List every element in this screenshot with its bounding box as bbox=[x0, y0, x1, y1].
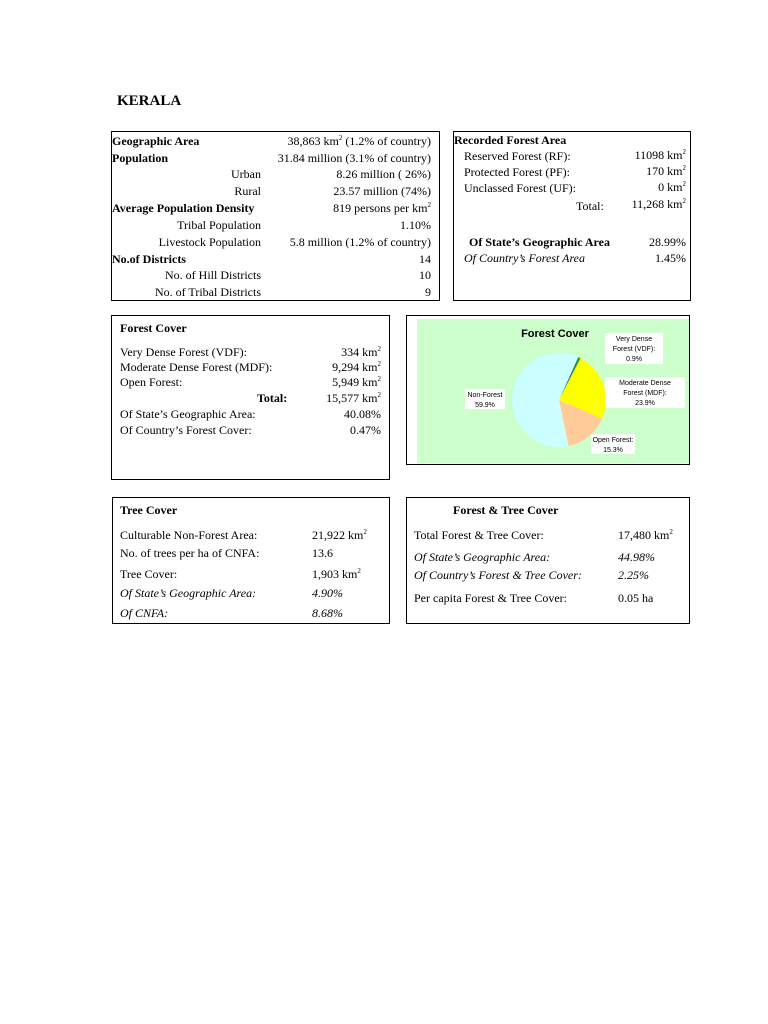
pie-label-text: Non-Forest bbox=[467, 392, 503, 399]
recorded-row-value: 0 $km^2$ bbox=[658, 180, 686, 194]
recorded-state-label: Of State’s Geographic Area bbox=[469, 235, 610, 249]
geo-value: 5.8 million (1.2% of country) bbox=[289, 235, 431, 249]
forest-tree-row-label: Of Country’s Forest & Tree Cover: bbox=[414, 568, 582, 582]
forest-cover-heading: Forest Cover bbox=[120, 321, 187, 335]
geo-label: No. of Hill Districts bbox=[165, 268, 261, 282]
pie-label-text: Very Dense bbox=[615, 336, 653, 343]
forest-tree-row-label: Of State’s Geographic Area: bbox=[414, 550, 551, 564]
tree-cover-row-value: 13.6 bbox=[312, 546, 333, 560]
recorded-total-label: Total: bbox=[576, 199, 604, 213]
forest-cover-total-label: Total: bbox=[257, 391, 288, 405]
recorded-forest-box bbox=[453, 131, 691, 301]
pie-label-text: Forest (VDF): bbox=[612, 346, 656, 353]
chart-title: Forest Cover bbox=[521, 328, 589, 340]
geo-label: Average Population Density bbox=[112, 201, 255, 215]
tree-cover-row-label: Of State’s Geographic Area: bbox=[120, 586, 257, 600]
pie-label-text: 59.9% bbox=[475, 402, 495, 409]
recorded-state-value: 28.99% bbox=[649, 235, 686, 249]
forest-cover-row-label: Very Dense Forest (VDF): bbox=[120, 345, 247, 359]
forest-tree-row-value: 0.05 ha bbox=[618, 591, 654, 605]
pie-label-text: 23.9% bbox=[635, 400, 655, 407]
recorded-forest-heading: Recorded Forest Area bbox=[454, 133, 567, 147]
forest-cover-box bbox=[111, 315, 390, 480]
tree-cover-row-value: 1,903 $km^2$ bbox=[312, 567, 361, 581]
forest-cover-state-value: 40.08% bbox=[344, 407, 381, 421]
pie-label-text: 0.9% bbox=[626, 356, 642, 363]
pie-chart-box bbox=[406, 315, 690, 465]
recorded-row-value: 11098 $km^2$ bbox=[634, 148, 686, 162]
forest-tree-row-label: Total Forest & Tree Cover: bbox=[414, 528, 544, 542]
recorded-row-label: Unclassed Forest (UF): bbox=[464, 181, 576, 195]
pie-label-text: Open Forest: bbox=[592, 437, 634, 444]
forest-cover-pie-chart bbox=[407, 316, 689, 464]
geo-value: 31.84 million (3.1% of country) bbox=[277, 151, 431, 165]
forest-tree-row-value: 44.98% bbox=[618, 550, 655, 564]
forest-cover-total-value: 15,577 $km^2$ bbox=[326, 391, 381, 405]
pie-label-text: Moderate Dense bbox=[619, 380, 671, 387]
forest-tree-row-value: 2.25% bbox=[618, 568, 649, 582]
geo-label: Livestock Population bbox=[158, 235, 261, 249]
geo-label: Urban bbox=[231, 167, 261, 181]
forest-cover-row-value: 5,949 $km^2$ bbox=[332, 375, 381, 389]
geo-value: 10 bbox=[419, 268, 431, 282]
tree-cover-row-label: Tree Cover: bbox=[120, 567, 178, 581]
geo-value: 1.10% bbox=[400, 218, 431, 232]
geo-value: 9 bbox=[425, 285, 431, 299]
tree-cover-row-label: Of CNFA: bbox=[120, 606, 169, 620]
tree-cover-row-value: 8.68% bbox=[312, 606, 343, 620]
geo-value: 8.26 million ( 26%) bbox=[336, 167, 431, 181]
forest-tree-heading: Forest & Tree Cover bbox=[453, 503, 559, 517]
tree-cover-row-value: 21,922 $km^2$ bbox=[312, 528, 367, 542]
recorded-row-label: Reserved Forest (RF): bbox=[464, 149, 571, 163]
recorded-country-value: 1.45% bbox=[655, 251, 686, 265]
tree-cover-row-label: Culturable Non-Forest Area: bbox=[120, 528, 258, 542]
pie-label-text: Forest (MDF): bbox=[623, 390, 667, 397]
geo-value: 23.57 million (74%) bbox=[333, 184, 431, 198]
forest-cover-row-value: 334 $km^2$ bbox=[341, 345, 381, 359]
forest-cover-row-value: 9,294 $km^2$ bbox=[332, 360, 381, 374]
geo-label: Population bbox=[112, 151, 169, 165]
recorded-total-value: 11,268 $km^2$ bbox=[631, 197, 686, 211]
pie-label-text: 15.3% bbox=[603, 447, 623, 454]
forest-tree-row-label: Per capita Forest & Tree Cover: bbox=[414, 591, 567, 605]
forest-cover-country-value: 0.47% bbox=[350, 423, 381, 437]
geo-label: No. of Tribal Districts bbox=[154, 285, 261, 299]
geo-value: 14 bbox=[419, 252, 431, 266]
forest-cover-row-label: Moderate Dense Forest (MDF): bbox=[120, 360, 273, 374]
recorded-row-label: Protected Forest (PF): bbox=[464, 165, 570, 179]
tree-cover-box bbox=[112, 497, 390, 624]
page-title: KERALA bbox=[117, 93, 182, 109]
forest-tree-row-value: 17,480 $km^2$ bbox=[618, 528, 673, 542]
recorded-country-label: Of Country’s Forest Area bbox=[464, 251, 586, 265]
forest-cover-row-label: Open Forest: bbox=[120, 375, 183, 389]
forest-cover-country-label: Of Country’s Forest Cover: bbox=[120, 423, 252, 437]
geo-label: Tribal Population bbox=[177, 218, 261, 232]
geo-value: 38,863 $km^2$ (1.2% of country) bbox=[287, 134, 431, 148]
tree-cover-heading: Tree Cover bbox=[120, 503, 178, 517]
geo-value: 819 persons per $km^2$ bbox=[333, 201, 431, 215]
recorded-row-value: 170 $km^2$ bbox=[646, 164, 686, 178]
geo-label: Geographic Area bbox=[112, 134, 200, 148]
forest-cover-state-label: Of State’s Geographic Area: bbox=[120, 407, 256, 421]
tree-cover-row-label: No. of trees per ha of CNFA: bbox=[120, 546, 260, 560]
geographic-box bbox=[111, 131, 440, 301]
forest-tree-box bbox=[406, 497, 690, 624]
tree-cover-row-value: 4.90% bbox=[312, 586, 343, 600]
geo-label: No.of Districts bbox=[112, 252, 186, 266]
geo-label: Rural bbox=[234, 184, 261, 198]
